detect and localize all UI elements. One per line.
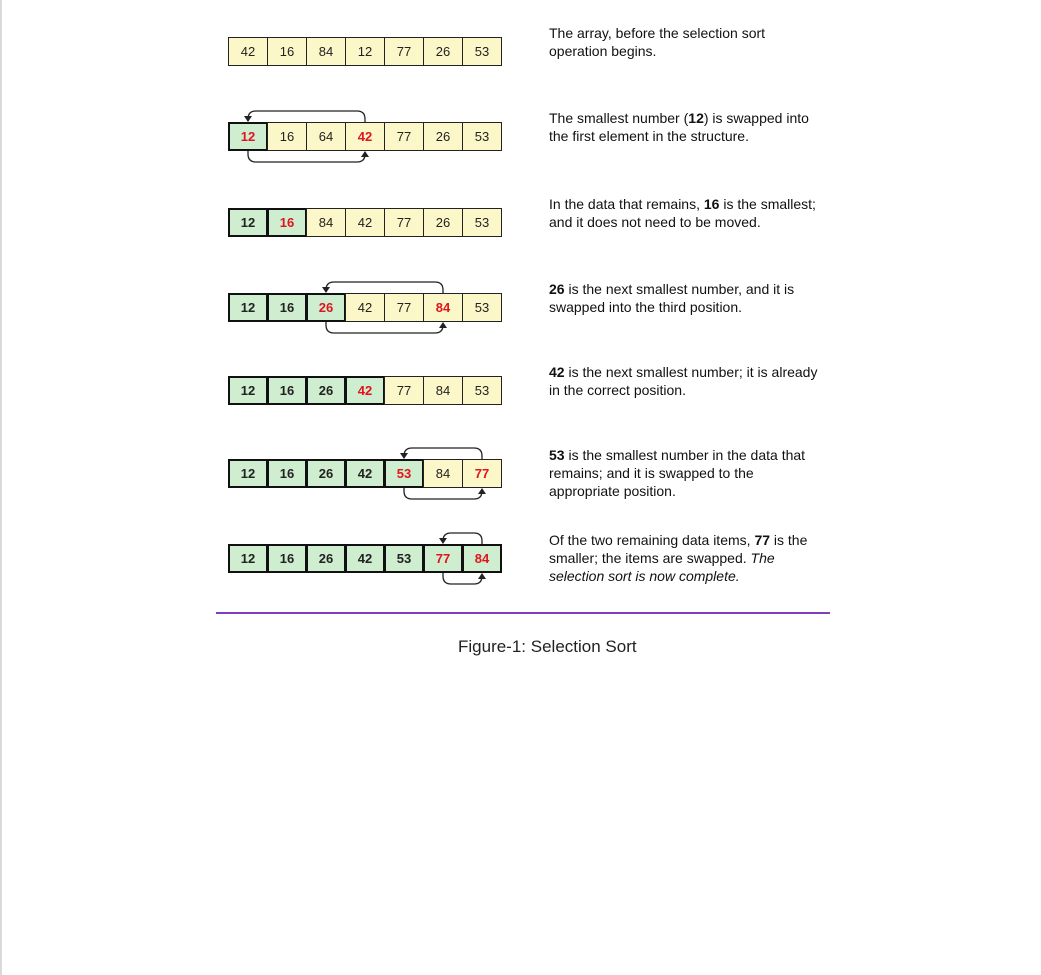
arrowhead-icon [400,453,408,459]
swap-arrows [228,279,528,359]
description-text: Of the two remaining data items, [549,532,755,548]
swap-arrows [228,530,528,610]
page-left-border [0,0,2,975]
array-cell: 42 [345,208,385,237]
array-cell: 16 [267,293,307,322]
description-text: 26 [549,281,565,297]
description-text: is the next smallest number, and it is swapped into the third position. [549,281,795,315]
array-cell: 77 [384,293,424,322]
array-cell: 42 [345,459,385,488]
array-cell: 42 [345,293,385,322]
array-row [228,376,502,405]
array-cell: 77 [384,376,424,405]
array-cell: 12 [228,122,268,151]
array-cell: 26 [306,293,346,322]
array-cell: 53 [384,544,424,573]
swap-arrow-bottom [248,151,365,162]
array-cell: 26 [423,208,463,237]
step-description [549,363,819,399]
caption-divider [216,612,830,614]
array-row [228,37,502,66]
sort-step-5 [228,364,820,456]
array-cell: 12 [228,293,268,322]
array-cell: 16 [267,122,307,151]
array-cell: 77 [384,208,424,237]
array-cell: 12 [228,376,268,405]
array-cell: 26 [423,37,463,66]
description-text: is the smallest; and it does not need to be moved. [549,196,816,230]
description-text: is the smaller; the items are swapped. [549,532,808,566]
arrowhead-icon [361,151,369,157]
step-description [549,446,819,500]
step-description [549,195,819,231]
swap-arrow-bottom [404,488,482,499]
array-cell: 64 [306,122,346,151]
description-text: is the next smallest number; it is already in the correct position. [549,364,818,398]
array-cell: 84 [423,293,463,322]
array-cell: 12 [228,544,268,573]
sort-step-6 [228,447,820,539]
array-cell: 16 [267,208,307,237]
array-cell: 12 [228,208,268,237]
step-description [549,280,819,316]
description-text: 77 [754,532,771,548]
array-cell: 53 [462,122,502,151]
array-cell: 16 [267,544,307,573]
array-cell: 53 [462,293,502,322]
array-cell: 16 [267,459,307,488]
array-cell: 26 [306,544,346,573]
arrowhead-icon [439,322,447,328]
array-row [228,208,502,237]
sort-step-4 [228,281,820,373]
array-cell: 12 [345,37,385,66]
step-description [549,24,819,60]
swap-arrow-top [443,533,482,544]
description-text: 12 [688,110,704,126]
array-cell: 84 [306,37,346,66]
swap-arrow-top [326,282,443,293]
arrowhead-icon [322,287,330,293]
step-description [549,531,819,585]
description-text: In the data that remains, [549,196,704,212]
array-cell: 53 [462,37,502,66]
array-cell: 12 [228,459,268,488]
swap-arrow-bottom [443,573,482,584]
description-text: 53 [549,447,565,463]
swap-arrow-bottom [326,322,443,333]
arrowhead-icon [478,488,486,494]
array-cell: 42 [228,37,268,66]
swap-arrow-top [404,448,482,459]
array-cell: 26 [423,122,463,151]
array-cell: 16 [267,37,307,66]
array-cell: 42 [345,376,385,405]
description-text: The smallest number ( [549,110,689,126]
array-cell: 77 [423,544,463,573]
sort-step-1 [228,25,820,117]
description-text: ) is swapped into the first element in the structure. [549,110,809,144]
array-cell: 53 [384,459,424,488]
array-cell: 77 [462,459,502,488]
array-cell: 53 [462,376,502,405]
arrowhead-icon [244,116,252,122]
description-text: The array, before the selection sort operation begins. [549,25,766,59]
step-description [549,109,819,145]
arrowhead-icon [439,538,447,544]
sort-step-3 [228,196,820,288]
sort-step-2 [228,110,820,202]
description-text: The selection sort is now complete. [549,550,775,584]
swap-arrows [228,445,528,525]
array-cell: 77 [384,122,424,151]
array-cell: 16 [267,376,307,405]
arrowhead-icon [478,573,486,579]
figure-caption: Figure-1: Selection Sort [458,637,637,656]
array-cell: 84 [423,459,463,488]
array-cell: 84 [462,544,502,573]
array-cell: 42 [345,122,385,151]
description-text: 42 [549,364,565,380]
array-cell: 42 [345,544,385,573]
description-text: 16 [703,196,720,212]
array-cell: 26 [306,459,346,488]
description-text: is the smallest number in the data that remains; and it is swapped to the appropriate position. [549,447,806,499]
array-cell: 84 [423,376,463,405]
swap-arrows [228,108,528,188]
array-cell: 84 [306,208,346,237]
swap-arrow-top [248,111,365,122]
array-cell: 53 [462,208,502,237]
array-cell: 26 [306,376,346,405]
array-cell: 77 [384,37,424,66]
